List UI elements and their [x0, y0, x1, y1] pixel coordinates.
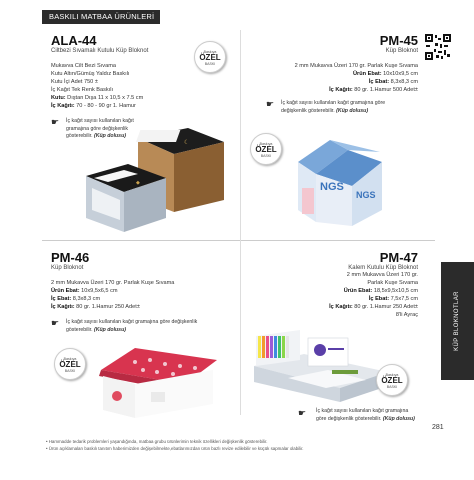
pm46-ic-label: İç Ebat:: [51, 296, 72, 302]
hand-pointer-icon: ☛: [266, 99, 275, 109]
pm46-ic-value: 8,3x8,3 cm: [71, 296, 101, 302]
pm46-product-image: [95, 340, 225, 420]
section-header: BASKILI MATBAA ÜRÜNLERİ: [42, 10, 160, 24]
ala44-spec-line: İç Kağıt Tek Renk Baskılı: [51, 87, 114, 93]
pm47-kagit-label: İç Kağıtı:: [329, 304, 353, 310]
svg-text:☾: ☾: [184, 140, 190, 146]
badge-line2: ÖZEL: [199, 53, 221, 62]
svg-text:NGS: NGS: [356, 190, 376, 200]
pm46-spec-line: 2 mm Mukavva Üzeri 170 gr. Parlak Kuşe Sıvama: [51, 280, 175, 286]
badge-line3: BASKI: [386, 385, 398, 389]
pm46-code: PM-46: [51, 250, 90, 265]
pm47-ic-label: İç Ebat:: [368, 296, 390, 302]
pm46-specs: [51, 279, 231, 311]
pm45-subtitle: Küp Bloknot: [385, 48, 418, 54]
ala44-kutu-value: Dıştan Dışa 11 x 10,5 x 7.5 cm: [65, 95, 144, 101]
pm46-kagit-label: İç Kağıtı:: [51, 304, 75, 310]
pm47-subtitle: Kalem Kutulu Küp Bloknot: [348, 265, 418, 271]
pm47-urun: [268, 287, 418, 295]
pm45-kagit: [248, 86, 418, 94]
ozel-baski-badge: [54, 348, 86, 380]
footer-note-2: • Ürün açıklamaları baskılı tanıtım haberimizden değişebilmekte,ebatlarımızdan ürün bazlı revize edilebilir ve küçük sapmalar olabilir.: [46, 446, 304, 451]
ala44-note-emph: (Küp dolusu): [93, 133, 126, 139]
ala44-kagit: [51, 102, 201, 110]
pm45-ic: [248, 78, 418, 86]
pm46-note: [66, 319, 201, 334]
badge-line3: BASKI: [204, 62, 216, 66]
pm47-product-image: [248, 326, 398, 404]
hand-pointer-icon: ☛: [51, 117, 60, 127]
section-divider-horizontal: [42, 240, 435, 241]
pm47-spec-line: 8'li Ayraç: [395, 312, 418, 318]
hand-pointer-icon: ☛: [51, 318, 60, 328]
pm46-ic: [51, 295, 231, 303]
pm46-urun-value: 10x9,5x6,5 cm: [79, 288, 118, 294]
footer-note-1: • Hammadde tedarik problemleri yaşandığında, matbaa grubu ürünlerimin teknik özellikleri değişkenlik gösterebilir.: [46, 439, 268, 444]
pm45-code: PM-45: [379, 33, 418, 48]
ala44-spec-line: Kutu Altın/Gümüş Yaldız Baskılı: [51, 71, 130, 77]
pm45-urun: [248, 70, 418, 78]
qr-code: [425, 34, 451, 60]
pm47-ic-value: 7,5x7,5 cm: [389, 296, 418, 302]
badge-line3: BASKI: [260, 154, 272, 158]
page-number: 281: [432, 424, 444, 431]
ozel-baski-badge: [250, 133, 282, 165]
pm47-kagit-value: 80 gr. 1.Hamur 250 Adet±: [352, 304, 418, 310]
ala44-subtitle: Ciltbezi Sıvamalı Kutulu Küp Bloknot: [51, 48, 149, 54]
pm46-subtitle: Küp Bloknot: [51, 265, 84, 271]
pm45-ic-label: İç Ebat:: [368, 79, 390, 85]
badge-line2: ÖZEL: [381, 376, 403, 385]
svg-text:NGS: NGS: [320, 181, 344, 193]
hand-pointer-icon: ☛: [298, 408, 307, 418]
pm46-kagit-value: 80 gr. 1.Hamur 250 Adet±: [74, 304, 140, 310]
pm47-specs: [268, 271, 418, 319]
ala44-product-image: [76, 120, 236, 235]
svg-text:◆: ◆: [136, 180, 140, 186]
ozel-baski-badge: [376, 364, 408, 396]
pm46-note-emph: (Küp dolusu): [93, 326, 126, 333]
pm45-product-image: [290, 128, 390, 228]
ala44-code: ALA-44: [51, 33, 97, 48]
pm47-spec-line: 2 mm Mukavva Üzeri 170 gr.: [346, 272, 418, 278]
pm47-note-emph: (Küp dolusu): [382, 415, 415, 422]
ala44-note-text: İç kağıt sayısı kullanılan kağıt gramajına göre değişkenlik gösterebilir.: [66, 118, 134, 139]
pm47-code: PM-47: [379, 250, 418, 265]
ala44-kagit-label: İç Kağıtı:: [51, 103, 75, 109]
ala44-kagit-value: 70 - 80 - 90 gr 1. Hamur: [74, 103, 136, 109]
pm45-note-text: İç kağıt sayısı kullanılan kağıt gramajına göre değişkenlik gösterebilir.: [281, 100, 386, 114]
ala44-spec-line: Kutu İçi Adet 750 ±: [51, 79, 98, 85]
pm45-urun-value: 10x10x9,5 cm: [381, 71, 418, 77]
badge-line1: Baskıya: [385, 373, 399, 377]
ala44-specs: [51, 62, 201, 110]
pm47-note: [316, 408, 416, 423]
ala44-kutu: [51, 94, 201, 102]
pm45-kagit-value: 80 gr. 1.Hamur 500 Adet±: [352, 87, 418, 93]
pm47-urun-label: Ürün Ebat:: [343, 288, 373, 294]
category-side-tab-label: KÜP BLOKNOTLAR: [454, 291, 460, 351]
badge-line1: Baskıya: [203, 50, 217, 54]
pm45-ic-value: 8,3x8,3 cm: [389, 79, 418, 85]
pm46-urun: [51, 287, 231, 295]
pm45-specs: [248, 62, 418, 94]
badge-line2: ÖZEL: [59, 360, 81, 369]
badge-line3: BASKI: [64, 369, 76, 373]
pm47-ic: [268, 295, 418, 303]
pm47-note-text: İç kağıt sayısı kullanılan kağıt gramajına göre değişkenlik gösterebilir.: [316, 408, 409, 422]
pm46-note-text: İç kağıt sayısı kullanılan kağıt gramajına göre değişkenlik gösterebilir.: [66, 319, 198, 333]
pm47-kagit: [268, 303, 418, 311]
pm45-kagit-label: İç Kağıtı:: [329, 87, 353, 93]
pm45-spec-line: 2 mm Mukavva Üzeri 170 gr. Parlak Kuşe Sıvama: [294, 63, 418, 69]
pm45-note: [281, 100, 411, 115]
pm47-urun-value: 18,5x9,5x10,5 cm: [372, 288, 418, 294]
category-side-tab: [441, 262, 474, 380]
pm46-urun-label: Ürün Ebat:: [51, 288, 80, 294]
badge-line2: ÖZEL: [255, 145, 277, 154]
section-divider-vertical: [240, 30, 241, 415]
pm46-kagit: [51, 303, 231, 311]
ala44-kutu-label: Kutu:: [51, 95, 66, 101]
badge-line1: Baskıya: [63, 357, 77, 361]
pm45-urun-label: Ürün Ebat:: [353, 71, 382, 77]
ala44-spec-line: Mukavva Cilt Bezi Sıvama: [51, 63, 116, 69]
pm45-note-emph: (Küp dolusu): [336, 107, 369, 114]
pm47-spec-line: Parlak Kuşe Sıvama: [367, 280, 418, 286]
badge-line1: Baskıya: [259, 142, 273, 146]
